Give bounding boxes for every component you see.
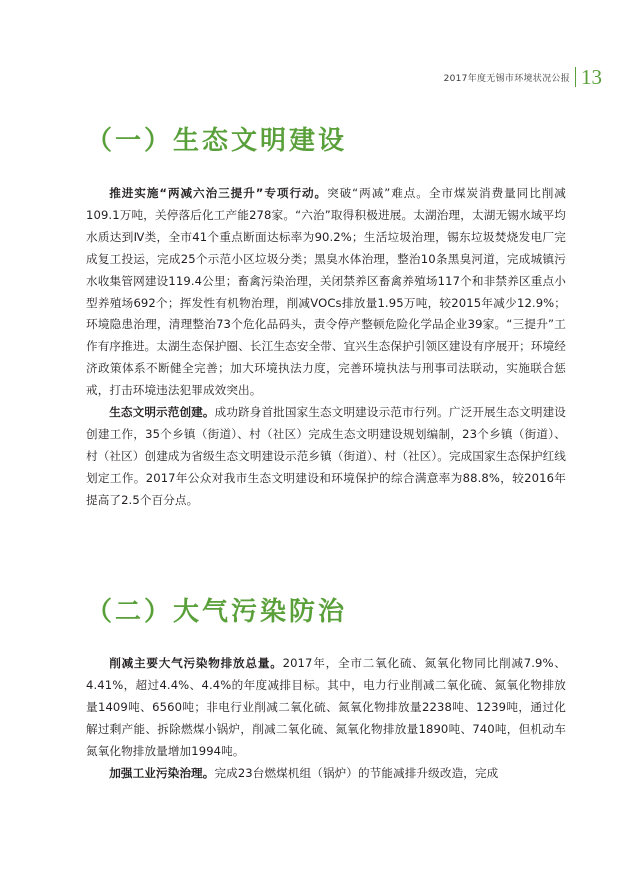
- paragraph-lead: 加强工业污染治理。: [109, 765, 215, 780]
- paragraph-lead: 削减主要大气污染物排放总量。: [109, 656, 283, 670]
- page-header: [444, 66, 602, 88]
- paragraph: [86, 763, 566, 785]
- paragraph-text: 突破“两减”难点。全市煤炭消费量同比削减109.1万吨，关停落后化工产能278家。“六治”取得积极进展。太湖治理，太湖无锡水域平均水质达到Ⅳ类，全市41个重点断面达标率为90.2%；生活垃圾治理，锡东垃圾焚烧发电厂完成复工投运，完成25个示范小区垃圾分类；黑臭水体治理，整治10条黑臭河道，完成城镇污水收集管网建设119.4公里；畜禽污染治理，关闭禁养区畜禽养殖场117个和非禁养区重点小型养殖场692个；挥发性有机物治理，削减VOCs排放量1.95万吨，较2015年减少12.9%；环境隐患治理，清理整治73个危化品码头，责令停产整顿危险化学品企业39家。“三提升”工作有序推进。太湖生态保护圈、长江生态安全带、宜兴生态保护引领区建设有序展开；环境经济政策体系不断健全完善；加大环境执法力度，完善环境执法与刑事司法联动，实施联合惩戒，打击环境违法犯罪成效突出。: [86, 186, 567, 398]
- paragraph-lead: 生态文明示范创建。: [109, 405, 215, 420]
- report-title: 2017年度无锡市环境状况公报: [443, 73, 570, 84]
- section-heading-air: （二）大气污染防治: [86, 597, 348, 627]
- paragraph: [86, 402, 566, 512]
- section-heading-ecology: （一）生态文明建设: [86, 126, 348, 156]
- section-body-air: [86, 653, 566, 784]
- paragraph-text: 2017年，全市二氧化硫、氮氧化物同比削减7.9%、4.41%，超过4.4%、4.4%的年度减排目标。其中，电力行业削减二氧化硫、氮氧化物排放量1409吨、6560吨；非电行业削减二氧化硫、氮氧化物排放量2238吨、1239吨，通过化解过剩产能、拆除燃煤小锅炉，削减二氧化硫、氮氧化物排放量1890吨、740吨，但机动车氮氧化物排放量增加1994吨。: [86, 656, 566, 758]
- paragraph: [86, 653, 566, 763]
- header-divider: [575, 67, 576, 87]
- paragraph-text: 完成23台燃煤机组（锅炉）的节能减排升级改造，完成: [214, 765, 499, 780]
- paragraph: [86, 183, 566, 402]
- section-body-ecology: [86, 183, 566, 512]
- page-number: 13: [581, 64, 602, 89]
- paragraph-text: 成功跻身首批国家生态文明建设示范市行列。广泛开展生态文明建设创建工作，35个乡镇（街道）、村（社区）完成生态文明建设规划编制，23个乡镇（街道）、村（社区）创建成为省级生态文明建设示范乡镇（街道）、村（社区）。完成国家生态保护红线划定工作。2017年公众对我市生态文明建设和环境保护的综合满意率为88.8%，较2016年提高了2.5个百分点。: [86, 405, 566, 507]
- paragraph-lead: 推进实施“两减六治三提升”专项行动。: [109, 186, 328, 200]
